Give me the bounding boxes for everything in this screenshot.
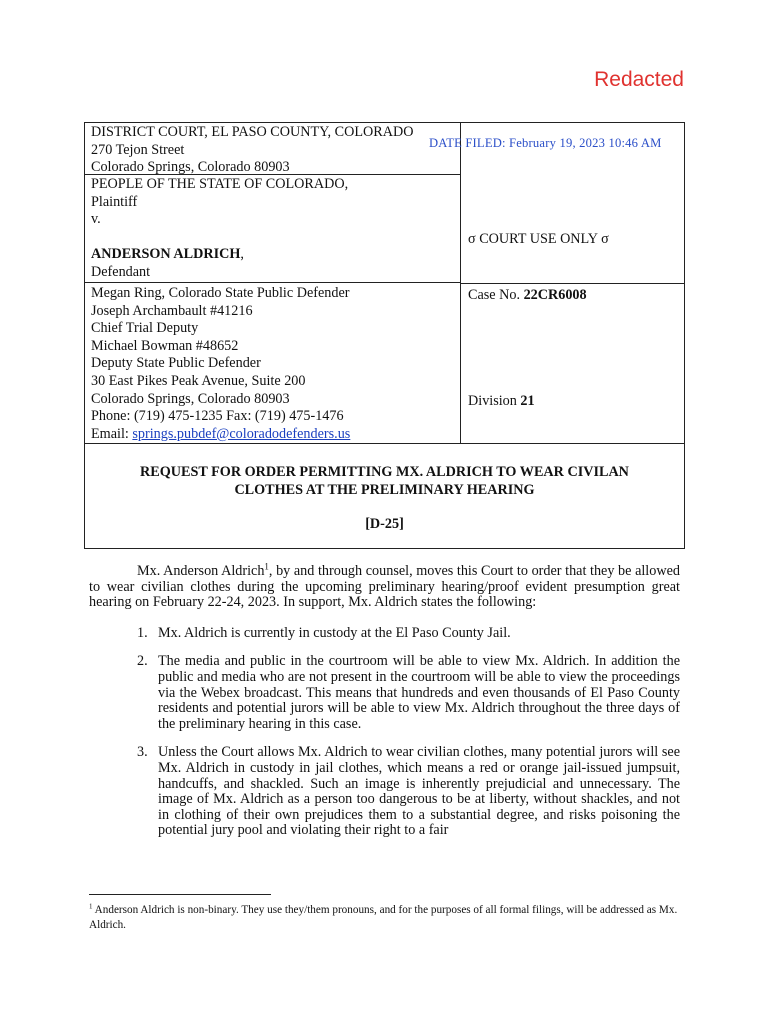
- case-label: Case No.: [468, 287, 524, 303]
- redacted-watermark: Redacted: [594, 68, 684, 91]
- intro-start: Mx. Anderson Aldrich: [137, 563, 265, 579]
- counsel-line: Megan Ring, Colorado State Public Defender: [91, 285, 350, 301]
- intro-rest: , by and through counsel, moves this Court to order that they be allowed to wear civilian clothes during the upcoming preliminary hearing/proof evident presumption great hearing on February 22-24, 2023. In support, Mx. Aldrich states the following:: [89, 563, 680, 611]
- email-line: [91, 426, 454, 444]
- division-line: [468, 393, 535, 411]
- list-item: [89, 654, 680, 732]
- counsel-line: Colorado Springs, Colorado 80903: [91, 390, 290, 407]
- footnote-text: Anderson Aldrich is non-binary. They use they/them pronouns, and for the purposes of all formal filings, will be addressed as Mx. Aldrich.: [89, 904, 678, 931]
- date-filed-stamp: DATE FILED: February 19, 2023 10:46 AM: [429, 136, 662, 150]
- counsel-block: [85, 283, 460, 443]
- plaintiff-role: Plaintiff: [91, 193, 138, 210]
- plaintiff-name: PEOPLE OF THE STATE OF COLORADO,: [91, 176, 349, 192]
- versus-label: v.: [91, 211, 101, 228]
- parties-block: [85, 175, 460, 283]
- court-use-column: [429, 123, 684, 443]
- title-line: REQUEST FOR ORDER PERMITTING MX. ALDRICH TO WEAR CIVILAN: [140, 464, 629, 480]
- court-street: 270 Tejon Street: [91, 141, 185, 158]
- email-link[interactable]: springs.pubdef@coloradodefenders.us: [132, 425, 351, 442]
- paragraph-number: 2.: [137, 653, 148, 670]
- list-item: [89, 745, 680, 839]
- motion-body: [89, 561, 680, 839]
- paragraph-number: 1.: [137, 624, 148, 641]
- court-city: Colorado Springs, Colorado 80903: [91, 159, 290, 176]
- court-name: DISTRICT COURT, EL PASO COUNTY, COLORADO: [91, 124, 414, 140]
- document-code: [D-25]: [365, 516, 404, 532]
- phone-fax: Phone: (719) 475-1235 Fax: (719) 475-1476: [91, 408, 344, 425]
- footnote-number: 1: [89, 902, 93, 911]
- case-caption: [84, 122, 685, 549]
- document-title-block: [85, 443, 684, 548]
- defendant-role: Defendant: [91, 263, 151, 280]
- court-use-box: [429, 123, 685, 284]
- intro-paragraph: [89, 561, 680, 611]
- footnote: [89, 903, 689, 933]
- paragraph-text: Mx. Aldrich is currently in custody at the El Paso County Jail.: [158, 624, 511, 641]
- footnote-ref[interactable]: 1: [264, 561, 269, 572]
- counsel-line: Joseph Archambault #41216: [91, 302, 253, 319]
- counsel-line: Deputy State Public Defender: [91, 355, 261, 372]
- paragraph-number: 3.: [137, 744, 148, 761]
- case-number-line: [468, 287, 587, 305]
- numbered-paragraphs: [89, 626, 680, 839]
- case-number: 22CR6008: [523, 287, 587, 303]
- counsel-line: Chief Trial Deputy: [91, 320, 199, 337]
- list-item: [89, 626, 680, 642]
- paragraph-text: Unless the Court allows Mx. Aldrich to wear civilian clothes, many potential jurors will see Mx. Aldrich in custody in jail clothes, which means a red or orange jail-issued jumpsuit, handcuffs, and shackled. Such an image is inherently prejudicial and unnecessary. The image of Mx. Aldrich as a person too dangerous to be at liberty, without shackles, and not in clothing of their own prejudices them to a substantial degree, and risks poisoning the potential jury pool and violating their right to a fair: [158, 744, 680, 839]
- counsel-line: 30 East Pikes Peak Avenue, Suite 200: [91, 372, 306, 389]
- division-number: 21: [520, 393, 535, 409]
- title-line: CLOTHES AT THE PRELIMINARY HEARING: [234, 481, 535, 498]
- defendant-line: [91, 246, 454, 264]
- defendant-comma: ,: [240, 246, 244, 263]
- division-label: Division: [468, 393, 521, 409]
- counsel-line: Michael Bowman #48652: [91, 337, 239, 354]
- court-address-block: [85, 123, 460, 175]
- defendant-name: ANDERSON ALDRICH: [91, 246, 241, 263]
- document-title: [105, 464, 664, 499]
- footnote-divider: [89, 894, 271, 895]
- court-use-only: σ COURT USE ONLY σ: [468, 231, 609, 247]
- email-label: Email:: [91, 425, 133, 442]
- spacer: [91, 229, 454, 247]
- paragraph-text: The media and public in the courtroom will be able to view Mx. Aldrich. In addition the public and media who are not present in the courtroom will be able to view the proceedings via the Webex broadcast. This means that hundreds and even thousands of El Paso County residents and potential jurors will be able to view Mx. Aldrich throughout the three days of the preliminary hearing in this case.: [158, 653, 680, 732]
